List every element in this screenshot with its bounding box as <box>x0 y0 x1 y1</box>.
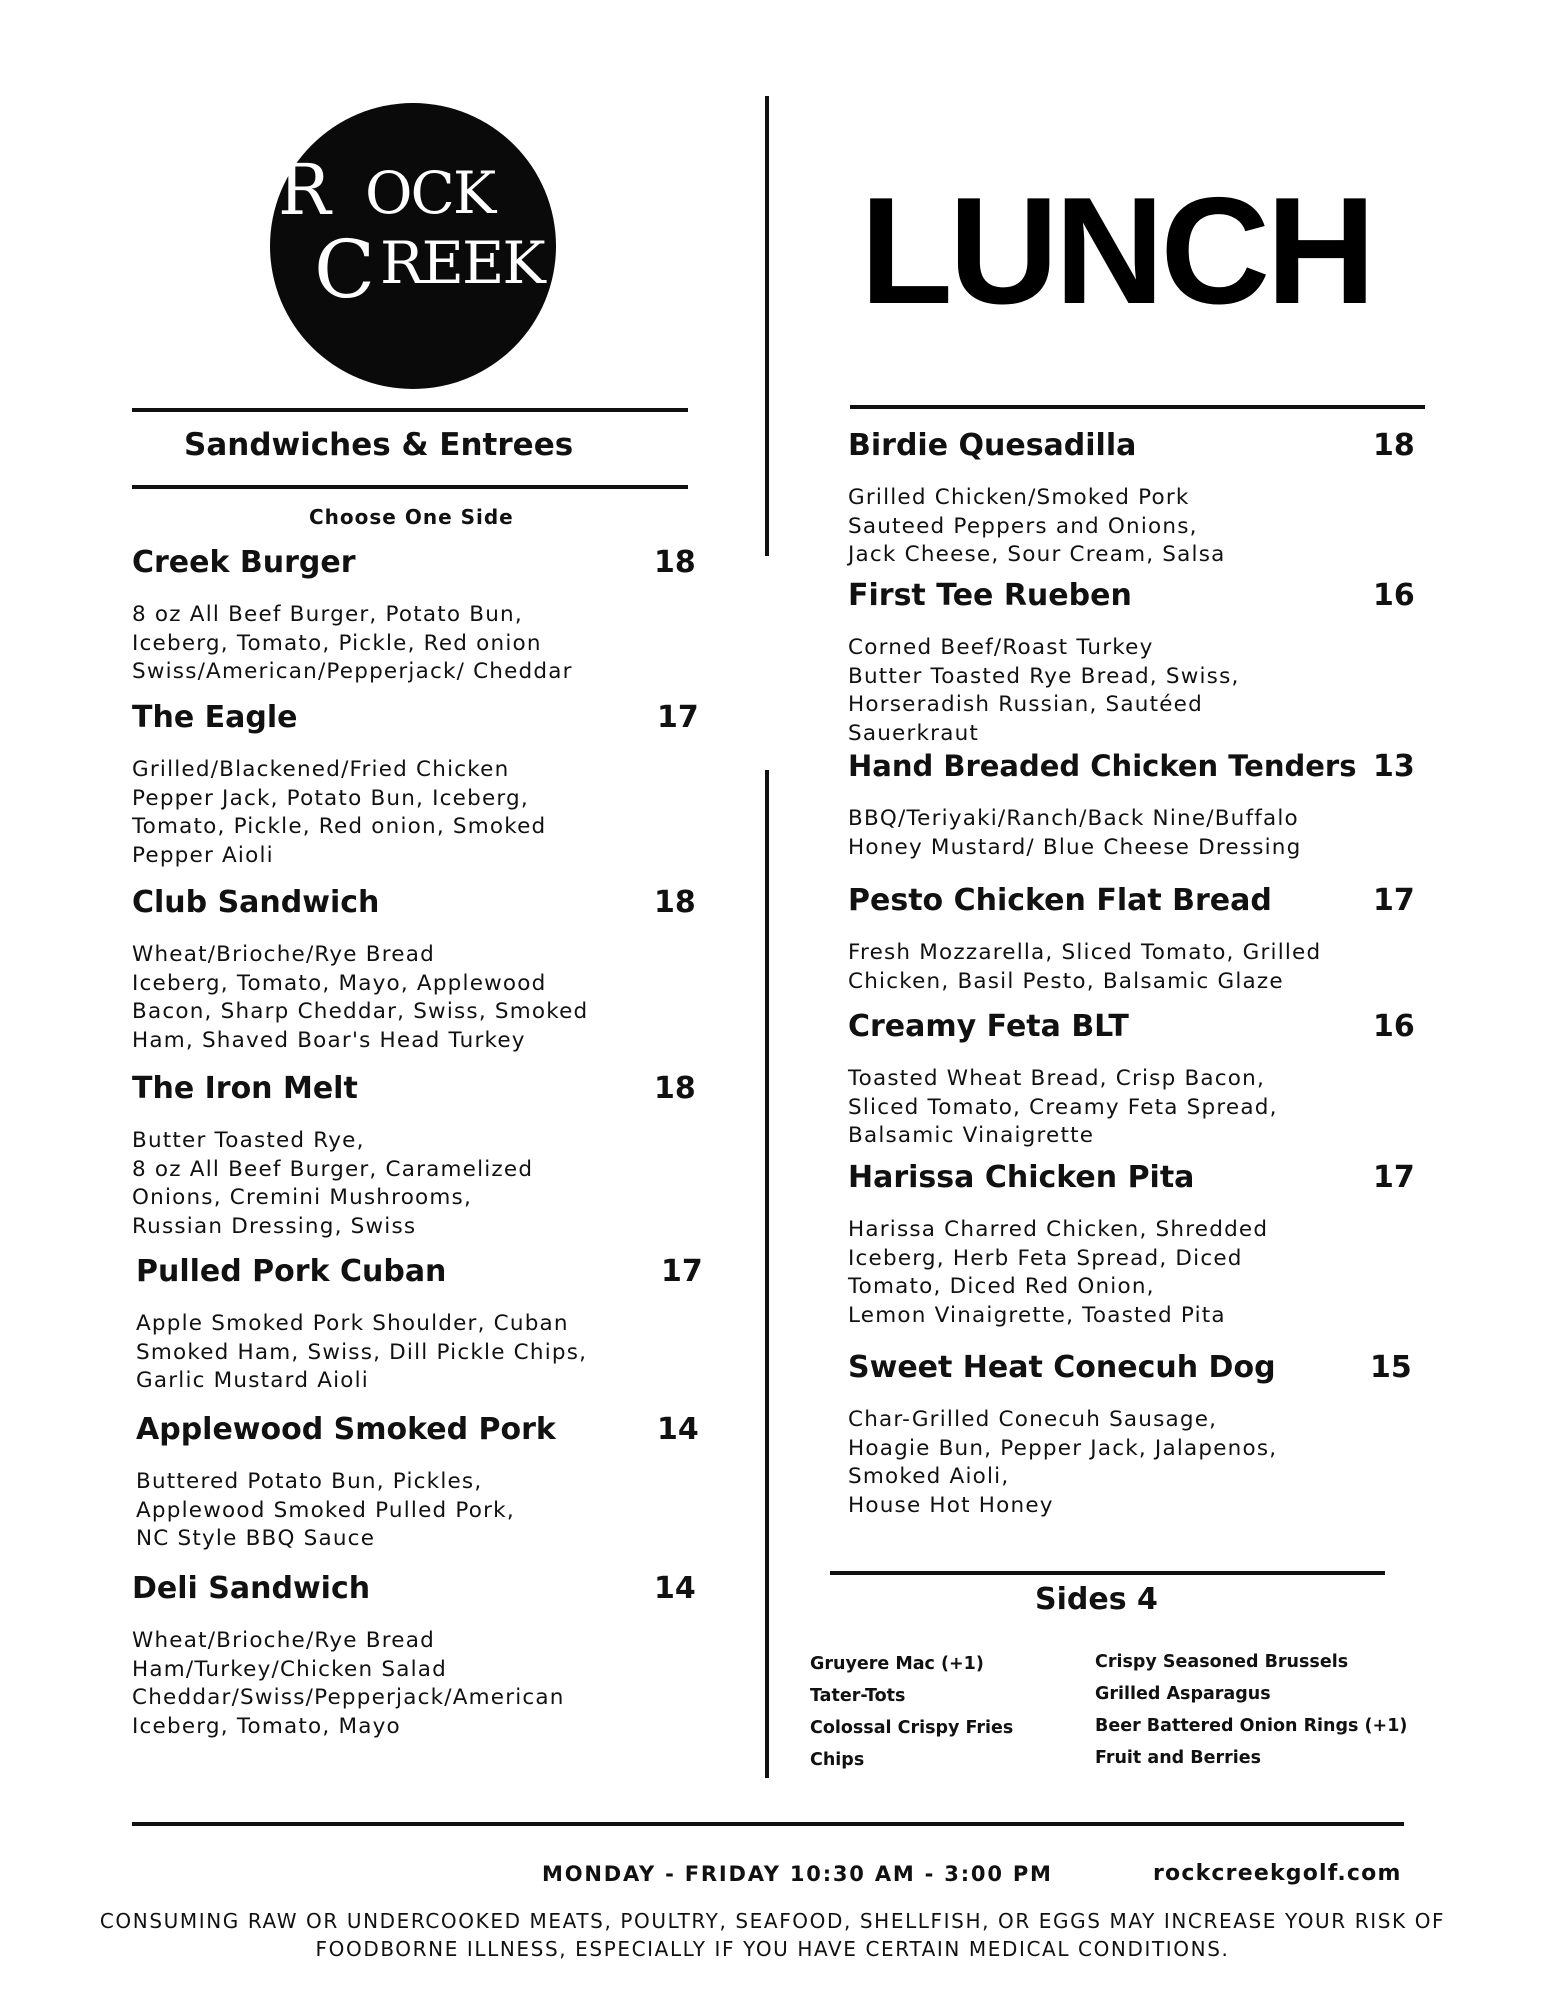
item-price: 15 <box>1370 1350 1412 1385</box>
description-line: 8 oz All Beef Burger, Caramelized <box>132 1156 534 1182</box>
description-line: Smoked Ham, Swiss, Dill Pickle Chips, <box>136 1339 588 1365</box>
description-line: Onions, Cremini Mushrooms, <box>132 1185 472 1210</box>
item-price: 13 <box>1373 749 1415 784</box>
item-name: The Iron Melt <box>132 1071 358 1106</box>
item-name: Creamy Feta BLT <box>848 1009 1129 1044</box>
item-description <box>132 941 588 1055</box>
description-line: 8 oz All Beef Burger, Potato Bun, <box>132 602 523 627</box>
left-header-rule-bottom <box>132 485 688 489</box>
description-line: Wheat/Brioche/Rye Bread <box>132 1628 435 1653</box>
left-header-rule-top <box>132 408 688 412</box>
hours: MONDAY - FRIDAY 10:30 AM - 3:00 PM <box>542 1862 1053 1886</box>
description-line: Corned Beef/Roast Turkey <box>848 635 1154 660</box>
item-name: The Eagle <box>132 700 298 735</box>
logo-c: C <box>314 223 374 316</box>
footer-rule <box>132 1822 1404 1826</box>
description-line: Harissa Charred Chicken, Shredded <box>848 1217 1269 1242</box>
item-name: Pulled Pork Cuban <box>136 1254 447 1289</box>
item-name: Birdie Quesadilla <box>848 428 1137 463</box>
description-line: Butter Toasted Rye Bread, Swiss, <box>848 663 1240 689</box>
description-line: BBQ/Teriyaki/Ranch/Back Nine/Buffalo <box>848 806 1299 831</box>
description-line: Butter Toasted Rye, <box>132 1128 365 1153</box>
side-item: Grilled Asparagus <box>1095 1684 1271 1704</box>
description-line: Grilled Chicken/Smoked Pork <box>848 485 1190 510</box>
description-line: Iceberg, Herb Feta Spread, Diced <box>848 1245 1243 1271</box>
description-line: Russian Dressing, Swiss <box>132 1213 417 1239</box>
logo-r: R <box>278 149 329 231</box>
item-description <box>848 484 1225 570</box>
description-line: Sliced Tomato, Creamy Feta Spread, <box>848 1094 1278 1120</box>
description-line: Balsamic Vinaigrette <box>848 1123 1095 1148</box>
description-line: Bacon, Sharp Cheddar, Swiss, Smoked <box>132 999 589 1024</box>
description-line: Hoagie Bun, Pepper Jack, Jalapenos, <box>848 1435 1278 1461</box>
item-name: Deli Sandwich <box>132 1571 371 1606</box>
item-name: First Tee Rueben <box>848 578 1132 613</box>
vertical-divider-top <box>765 96 769 556</box>
item-price: 14 <box>654 1571 696 1606</box>
sides-list-col2 <box>1095 1646 1407 1774</box>
item-description <box>132 756 546 870</box>
description-line: Sauerkraut <box>848 720 980 746</box>
description-line: Fresh Mozzarella, Sliced Tomato, Grilled <box>848 940 1322 965</box>
description-line: Applewood Smoked Pulled Pork, <box>136 1497 515 1523</box>
description-line: Wheat/Brioche/Rye Bread <box>132 942 435 967</box>
item-price: 17 <box>661 1254 703 1289</box>
description-line: Horseradish Russian, Sautéed <box>848 692 1203 717</box>
item-description <box>136 1468 515 1554</box>
description-line: Apple Smoked Pork Shoulder, Cuban <box>136 1311 569 1336</box>
item-price: 18 <box>654 545 696 580</box>
page-title: LUNCH <box>860 166 1372 336</box>
description-line: Swiss/American/Pepperjack/ Cheddar <box>132 659 573 684</box>
logo-reek: REEK <box>380 229 544 297</box>
vertical-divider-bottom <box>765 770 769 1778</box>
description-line: Iceberg, Tomato, Pickle, Red onion <box>132 630 542 656</box>
website-link[interactable]: rockcreekgolf.com <box>1153 1861 1402 1886</box>
item-price: 17 <box>1373 883 1415 918</box>
item-name: Harissa Chicken Pita <box>848 1160 1195 1195</box>
item-price: 17 <box>657 700 699 735</box>
description-line: Tomato, Diced Red Onion, <box>848 1274 1155 1299</box>
description-line: Buttered Potato Bun, Pickles, <box>136 1469 483 1494</box>
description-line: House Hot Honey <box>848 1492 1054 1518</box>
item-name: Hand Breaded Chicken Tenders <box>848 749 1357 783</box>
item-price: 16 <box>1373 1009 1415 1044</box>
item-description <box>848 939 1321 996</box>
description-line: Ham/Turkey/Chicken Salad <box>132 1656 447 1682</box>
side-item: Gruyere Mac (+1) <box>810 1654 984 1674</box>
description-line: Garlic Mustard Aioli <box>136 1368 369 1393</box>
item-name: Pesto Chicken Flat Bread <box>848 883 1272 918</box>
item-description <box>132 1127 533 1241</box>
item-price: 18 <box>654 885 696 920</box>
item-price: 14 <box>657 1412 699 1447</box>
description-line: Cheddar/Swiss/Pepperjack/American <box>132 1685 565 1710</box>
item-description <box>848 805 1301 862</box>
description-line: Pepper Jack, Potato Bun, Iceberg, <box>132 785 529 811</box>
section-title: Sandwiches & Entrees <box>184 427 574 463</box>
item-price: 16 <box>1373 578 1415 613</box>
item-price: 18 <box>1373 428 1415 463</box>
item-description <box>132 601 573 687</box>
side-item: Fruit and Berries <box>1095 1748 1262 1768</box>
item-description <box>848 1065 1278 1151</box>
side-item: Chips <box>810 1750 865 1770</box>
description-line: Grilled/Blackened/Fried Chicken <box>132 757 510 782</box>
description-line: Ham, Shaved Boar's Head Turkey <box>132 1027 526 1053</box>
item-price: 17 <box>1373 1160 1415 1195</box>
right-header-rule <box>850 405 1425 409</box>
choose-side-note: Choose One Side <box>309 505 514 529</box>
item-name: Club Sandwich <box>132 885 380 920</box>
side-item: Beer Battered Onion Rings (+1) <box>1095 1716 1408 1736</box>
item-name: Applewood Smoked Pork <box>136 1412 556 1447</box>
item-name: Creek Burger <box>132 545 356 580</box>
item-description <box>132 1627 565 1741</box>
logo-ock: OCK <box>365 159 495 227</box>
description-line: Tomato, Pickle, Red onion, Smoked <box>132 814 547 839</box>
item-description <box>848 634 1240 748</box>
description-line: Jack Cheese, Sour Cream, Salsa <box>848 542 1226 567</box>
item-description <box>848 1406 1277 1520</box>
side-item: Colossal Crispy Fries <box>810 1718 1014 1738</box>
side-item: Tater-Tots <box>810 1686 906 1706</box>
description-line: Char-Grilled Conecuh Sausage, <box>848 1407 1218 1432</box>
health-warning-line1: CONSUMING RAW OR UNDERCOOKED MEATS, POULTRY, SEAFOOD, SHELLFISH, OR EGGS MAY INCREASE YOUR RISK OF <box>99 1909 1446 1933</box>
description-line: Sauteed Peppers and Onions, <box>848 513 1198 539</box>
item-description <box>136 1310 587 1396</box>
sides-list-col1 <box>810 1648 1013 1776</box>
description-line: Honey Mustard/ Blue Cheese Dressing <box>848 834 1302 860</box>
item-name: Sweet Heat Conecuh Dog <box>848 1350 1276 1385</box>
description-line: Pepper Aioli <box>132 842 274 868</box>
description-line: Iceberg, Tomato, Mayo, Applewood <box>132 970 547 996</box>
side-item: Crispy Seasoned Brussels <box>1095 1652 1349 1672</box>
description-line: Smoked Aioli, <box>848 1464 1010 1489</box>
description-line: Chicken, Basil Pesto, Balsamic Glaze <box>848 968 1284 994</box>
item-price: 18 <box>654 1071 696 1106</box>
description-line: Lemon Vinaigrette, Toasted Pita <box>848 1302 1226 1328</box>
health-warning-line2: FOODBORNE ILLNESS, ESPECIALLY IF YOU HAVE CERTAIN MEDICAL CONDITIONS. <box>315 1937 1230 1961</box>
rock-creek-logo <box>270 103 556 389</box>
sides-title: Sides 4 <box>1035 1582 1158 1617</box>
description-line: Toasted Wheat Bread, Crisp Bacon, <box>848 1066 1266 1091</box>
item-description <box>848 1216 1268 1330</box>
description-line: Iceberg, Tomato, Mayo <box>132 1713 401 1739</box>
description-line: NC Style BBQ Sauce <box>136 1526 376 1551</box>
sides-rule <box>830 1571 1385 1575</box>
